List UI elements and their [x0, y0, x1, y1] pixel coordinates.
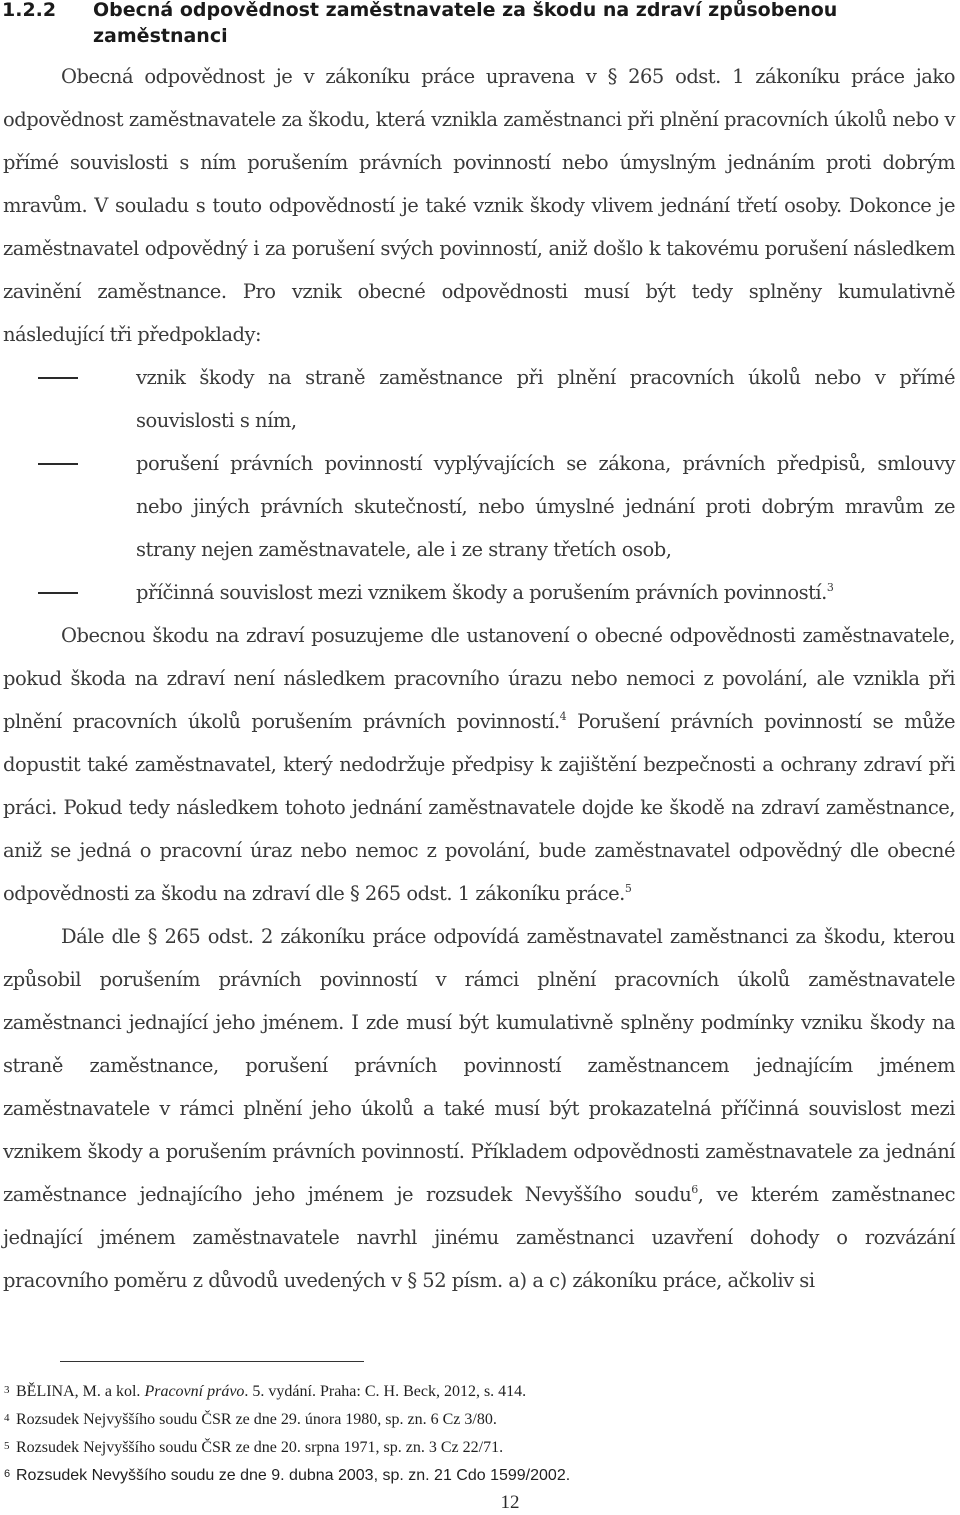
footnote-ref[interactable]: 5 — [624, 882, 632, 895]
footnote-ref[interactable]: 6 — [691, 1183, 698, 1196]
prerequisites-list — [3, 356, 955, 614]
footnote-text: Rozsudek Nevyššího soudu ze dne 9. dubna 2003, sp. zn. 21 Cdo 1599/2002. — [16, 1467, 571, 1484]
footnote-text: BĚLINA, M. a kol. — [16, 1383, 145, 1400]
footnote — [4, 1461, 944, 1489]
footnote-number: 5 — [4, 1440, 10, 1452]
page-number: 12 — [500, 1492, 520, 1513]
footnote-italic-title: Pracovní právo — [144, 1383, 245, 1400]
footnote — [4, 1433, 944, 1461]
list-item-text: vznik škody na straně zaměstnance při plnění pracovních úkolů nebo v přímé souvislosti s ním, — [136, 366, 955, 432]
footnote-text: . 5. vydání. Praha: C. H. Beck, 2012, s. 414. — [244, 1383, 527, 1400]
footnote-number: 4 — [4, 1412, 10, 1424]
footnote-text: Rozsudek Nejvyššího soudu ČSR ze dne 20. srpna 1971, sp. zn. 3 Cz 22/71. — [16, 1439, 504, 1456]
footnote-number: 6 — [4, 1468, 11, 1480]
dash-bullet — [38, 377, 78, 379]
paragraph-2-part-a: Obecnou škodu na zdraví posuzujeme dle ustanovení o obecné odpovědnosti zaměstnavatele, pokud škoda na zdraví není následkem pracovního úrazu nebo nemoci z povolání, ale vznikla při plnění pracovních úkolů porušením právních povinností. — [3, 624, 955, 733]
list-item — [3, 571, 955, 614]
paragraph-3 — [3, 915, 955, 1302]
list-item-text: příčinná souvislost mezi vznikem škody a porušením právních povinností. — [136, 581, 827, 604]
footnote — [4, 1377, 944, 1405]
paragraph-3-part-a: Dále dle § 265 odst. 2 zákoníku práce odpovídá zaměstnavatel zaměstnanci za škodu, kterou způsobil porušením právních povinností v rámci plnění pracovních úkolů zaměstnavatele zaměstnanci jednající jeho jménem. I zde musí být kumulativně splněny podmínky vzniku škody na straně zaměstnance, porušení právních povinností zaměstnancem jednajícím jménem zaměstnavatele v rámci plnění jeho úkolů a také musí být prokazatelná příčinná souvislost mezi vznikem škody a porušením právních povinností. Příkladem odpovědnosti zaměstnavatele za jednání zaměstnance jednajícího jeho jménem je rozsudek Nevyššího soudu — [3, 925, 955, 1206]
footnotes — [4, 1377, 944, 1489]
footnote-ref[interactable]: 4 — [559, 710, 567, 723]
dash-bullet — [38, 592, 78, 594]
paragraph-2 — [3, 614, 955, 915]
section-title: Obecná odpovědnost zaměstnavatele za škodu na zdraví způsobenou zaměstnanci — [93, 0, 838, 47]
paragraph-3-part-b: , ve kterém zaměstnanec jednající jménem zaměstnavatele navrhl jinému zaměstnanci uzavření dohody o rozvázání pracovního poměru z důvodů uvedených v § 52 písm. a) a c) zákoníku práce, ačkoliv si — [3, 1183, 955, 1292]
paragraph-1: Obecná odpovědnost je v zákoníku práce upravena v § 265 odst. 1 zákoníku práce jako odpovědnost zaměstnavatele za škodu, která vznikla zaměstnanci při plnění pracovních úkolů nebo v přímé souvislosti s ním porušením právních povinností nebo úmyslným jednáním proti dobrým mravům. V souladu s touto odpovědností je také vznik škody vlivem jednání třetí osoby. Dokonce je zaměstnavatel odpovědný i za porušení svých povinností, aniž došlo k takovému porušení následkem zavinění zaměstnance. Pro vznik obecné odpovědnosti musí být tedy splněny kumulativně následující tři předpoklady: — [3, 65, 955, 346]
dash-bullet — [38, 463, 78, 465]
footnote-ref[interactable]: 3 — [826, 581, 834, 594]
section-number: 1.2.2 — [2, 0, 57, 21]
footnote-number: 3 — [4, 1384, 10, 1396]
body-text — [3, 55, 955, 1302]
footnote-separator — [60, 1361, 364, 1362]
list-item — [3, 356, 955, 442]
list-item — [3, 442, 955, 571]
paragraph-2-part-b: Porušení právních povinností se může dopustit také zaměstnavatel, který nedodržuje předpisy k zajištění bezpečnosti a ochrany zdraví při práci. Pokud tedy následkem tohoto jednání zaměstnavatele dojde ke škodě na zdraví zaměstnance, aniž se jedná o pracovní úraz nebo nemoc z povolání, bude zaměstnavatel odpovědný dle obecné odpovědnosti za škodu na zdraví dle § 265 odst. 1 zákoníku práce. — [3, 710, 955, 905]
footnote — [4, 1405, 944, 1433]
footnote-text: Rozsudek Nejvyššího soudu ČSR ze dne 29. února 1980, sp. zn. 6 Cz 3/80. — [16, 1411, 497, 1428]
list-item-text: porušení právních povinností vyplývajících se zákona, právních předpisů, smlouvy nebo jiných právních skutečností, nebo úmyslné jednání proti dobrým mravům ze strany nejen zaměstnavatele, ale i ze strany třetích osob, — [136, 452, 955, 561]
